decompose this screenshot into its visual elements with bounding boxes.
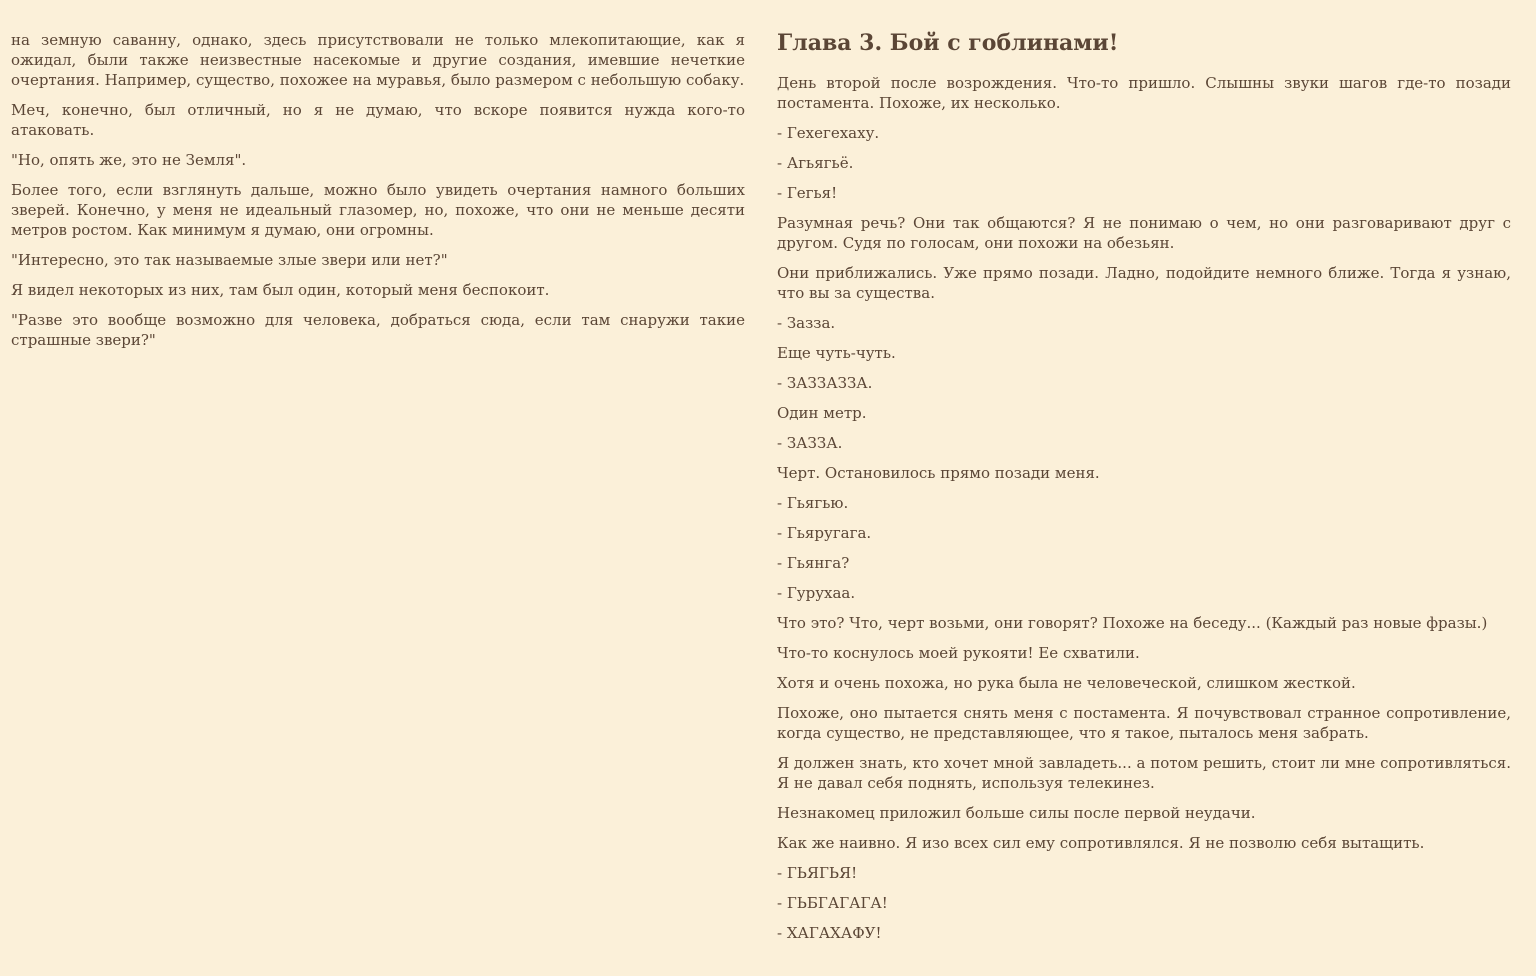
paragraph: - ГЬБГАГАГА! bbox=[777, 894, 888, 912]
paragraph: "Но, опять же, это не Земля". bbox=[11, 151, 247, 169]
paragraph: - Агьягьё. bbox=[777, 154, 854, 172]
paragraph: - Гьягью. bbox=[777, 494, 849, 512]
paragraph: Похоже, оно пытается снять меня с постамента. Я почувствовал странное сопротивление, когда существо, не представляющее, что я такое, пыталось меня забрать. bbox=[777, 704, 1511, 742]
paragraph: Более того, если взглянуть дальше, можно было увидеть очертания намного больших зверей. Конечно, у меня не идеальный глазомер, но, похоже, что они не меньше десяти метров ростом. Как минимум я думаю, они огромны. bbox=[11, 181, 745, 239]
paragraph: Они приближались. Уже прямо позади. Ладно, подойдите немного ближе. Тогда я узнаю, что вы за существа. bbox=[777, 264, 1511, 302]
paragraph: на земную саванну, однако, здесь присутствовали не только млекопитающие, как я ожидал, были также неизвестные насекомые и другие создания, имевшие нечеткие очертания. Например, существо, похожее на муравья, было размером с небольшую собаку. bbox=[11, 31, 745, 89]
paragraph: - ЗАЗЗА. bbox=[777, 434, 843, 452]
paragraph: Как же наивно. Я изо всех сил ему сопротивлялся. Я не позволю себя вытащить. bbox=[777, 834, 1425, 852]
paragraph: - ХАГАХАФУ! bbox=[777, 924, 882, 942]
chapter-title: Глава 3. Бой с гоблинами! bbox=[777, 30, 1119, 56]
paragraph: Хотя и очень похожа, но рука была не человеческой, слишком жесткой. bbox=[777, 674, 1356, 692]
paragraph: - Гьяругага. bbox=[777, 524, 872, 542]
paragraph: Черт. Остановилось прямо позади меня. bbox=[777, 464, 1100, 482]
paragraph: - Гурухаа. bbox=[777, 584, 856, 602]
paragraph: - Гьянга? bbox=[777, 554, 850, 572]
paragraph: Что это? Что, черт возьми, они говорят? Похоже на беседу... (Каждый раз новые фразы.) bbox=[777, 614, 1488, 632]
left-text-column bbox=[11, 30, 745, 360]
paragraph: Незнакомец приложил больше силы после первой неудачи. bbox=[777, 804, 1256, 822]
paragraph: День второй после возрождения. Что-то пришло. Слышны звуки шагов где-то позади постамента. Похоже, их несколько. bbox=[777, 74, 1511, 112]
paragraph: "Разве это вообще возможно для человека, добраться сюда, если там снаружи такие страшные звери?" bbox=[11, 311, 745, 349]
paragraph: Разумная речь? Они так общаются? Я не понимаю о чем, но они разговаривают друг с другом. Судя по голосам, они похожи на обезьян. bbox=[777, 214, 1511, 252]
paragraph: Один метр. bbox=[777, 404, 867, 422]
paragraph: - ГЬЯГЬЯ! bbox=[777, 864, 858, 882]
paragraph: Еще чуть-чуть. bbox=[777, 344, 896, 362]
paragraph: Я видел некоторых из них, там был один, который меня беспокоит. bbox=[11, 281, 550, 299]
right-text-column bbox=[777, 30, 1511, 953]
paragraph: - Зазза. bbox=[777, 314, 836, 332]
paragraph: Я должен знать, кто хочет мной завладеть... а потом решить, стоит ли мне сопротивляться. Я не давал себя поднять, используя телекинез. bbox=[777, 754, 1511, 792]
paragraph: Меч, конечно, был отличный, но я не думаю, что вскоре появится нужда кого-то атаковать. bbox=[11, 101, 745, 139]
paragraph: Что-то коснулось моей рукояти! Ее схватили. bbox=[777, 644, 1140, 662]
paragraph: - Гегья! bbox=[777, 184, 838, 202]
paragraph: - ЗАЗЗАЗЗА. bbox=[777, 374, 873, 392]
paragraph: "Интересно, это так называемые злые звери или нет?" bbox=[11, 251, 448, 269]
paragraph: - Гехегехаху. bbox=[777, 124, 880, 142]
